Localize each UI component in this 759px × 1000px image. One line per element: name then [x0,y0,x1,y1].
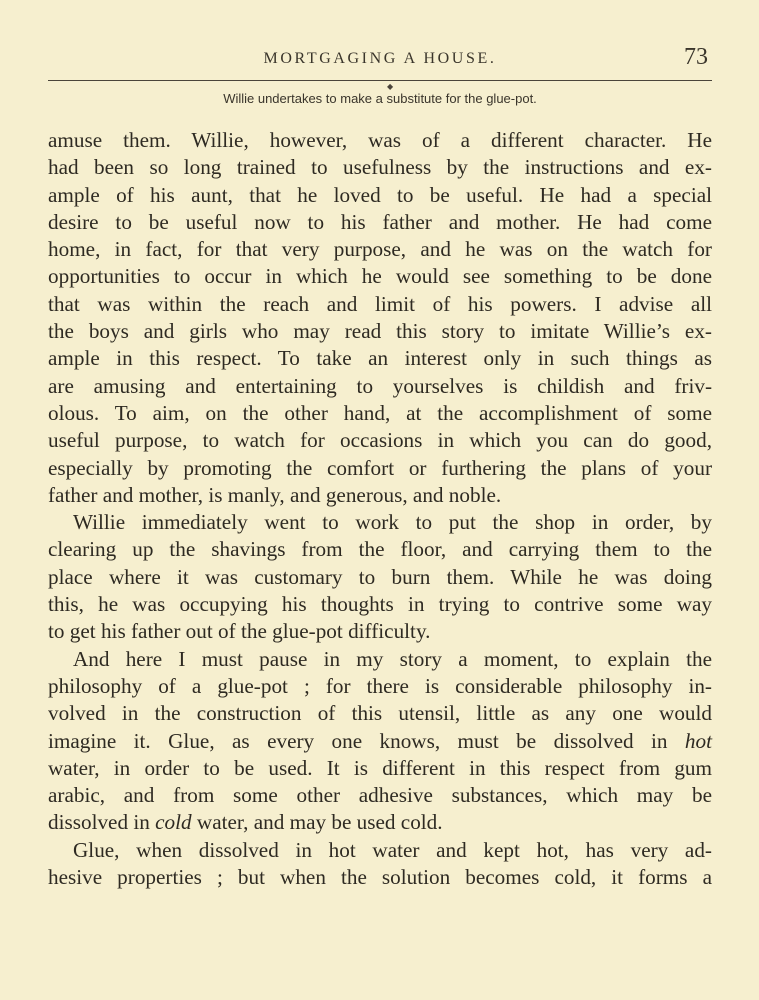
rule-ornament-icon: ◆ [387,82,394,91]
italic-word-hot: hot [684,728,712,753]
text-line: olous. To aim, on the other hand, at the accomplishment of some [48,400,712,425]
text-line: clearing up the shavings from the floor, and carrying them to the [48,537,712,562]
running-head [48,46,712,74]
text-line: opportunities to occur in which he would see something to be done [48,264,712,289]
text-line: ample in this respect. To take an interest only in such things as [48,346,712,371]
header-rule [48,80,712,81]
text-line: philosophy of a glue-pot ; for there is considerable philosophy in- [48,673,712,698]
paragraph-2 [48,509,712,645]
running-title: MORTGAGING A HOUSE. [263,50,497,67]
text-line: this, he was occupying his thoughts in trying to contrive some way [48,592,712,617]
text-line: place where it was customary to burn them. While he was doing [48,564,712,589]
text-line: useful purpose, to watch for occasions in which you can do good, [48,428,712,453]
text-line-with-italic [48,809,712,836]
text-line: had been so long trained to usefulness by the instructions and ex- [48,155,712,180]
page-subheading: Willie undertakes to make a substitute for the glue-pot. [223,91,537,106]
text-line: arabic, and from some other adhesive substances, which may be [48,783,712,808]
paragraph-1 [48,127,712,509]
text-line: that was within the reach and limit of his powers. I advise all [48,291,712,316]
text-line: to get his father out of the glue-pot difficulty. [48,619,431,644]
text-line: the boys and girls who may read this story to imitate Willie’s ex- [48,319,712,344]
body-text [48,127,712,891]
text-line: volved in the construction of this utensil, little as any one would [48,701,712,726]
text-line: father and mother, is manly, and generous, and noble. [48,482,502,507]
text-segment: dissolved in [48,810,156,835]
text-line: And here I must pause in my story a moment, to explain the [73,646,712,671]
text-line-with-italic [48,728,712,755]
text-line: hesive properties ; but when the solution becomes cold, it forms a [48,865,712,890]
text-line: especially by promoting the comfort or furthering the plans of your [48,455,712,480]
text-line: desire to be useful now to his father and mother. He had come [48,209,712,234]
italic-word-cold: cold [155,810,192,835]
text-line: are amusing and entertaining to yourselves is childish and friv- [48,373,712,398]
text-line: ample of his aunt, that he loved to be useful. He had a special [48,182,712,207]
text-line: amuse them. Willie, however, was of a different character. He [48,128,712,152]
text-line: Glue, when dissolved in hot water and kept hot, has very ad- [73,837,712,862]
text-line: water, in order to be used. It is different in this respect from gum [48,755,712,780]
text-segment: imagine it. Glue, as every one knows, must be dissolved in [48,728,685,753]
text-line: home, in fact, for that very purpose, and he was on the watch for [48,237,712,262]
paragraph-3 [48,646,712,892]
page-number: 73 [684,44,708,70]
text-line: Willie immediately went to work to put the shop in order, by [73,510,712,535]
text-segment: water, and may be used cold. [191,810,443,835]
